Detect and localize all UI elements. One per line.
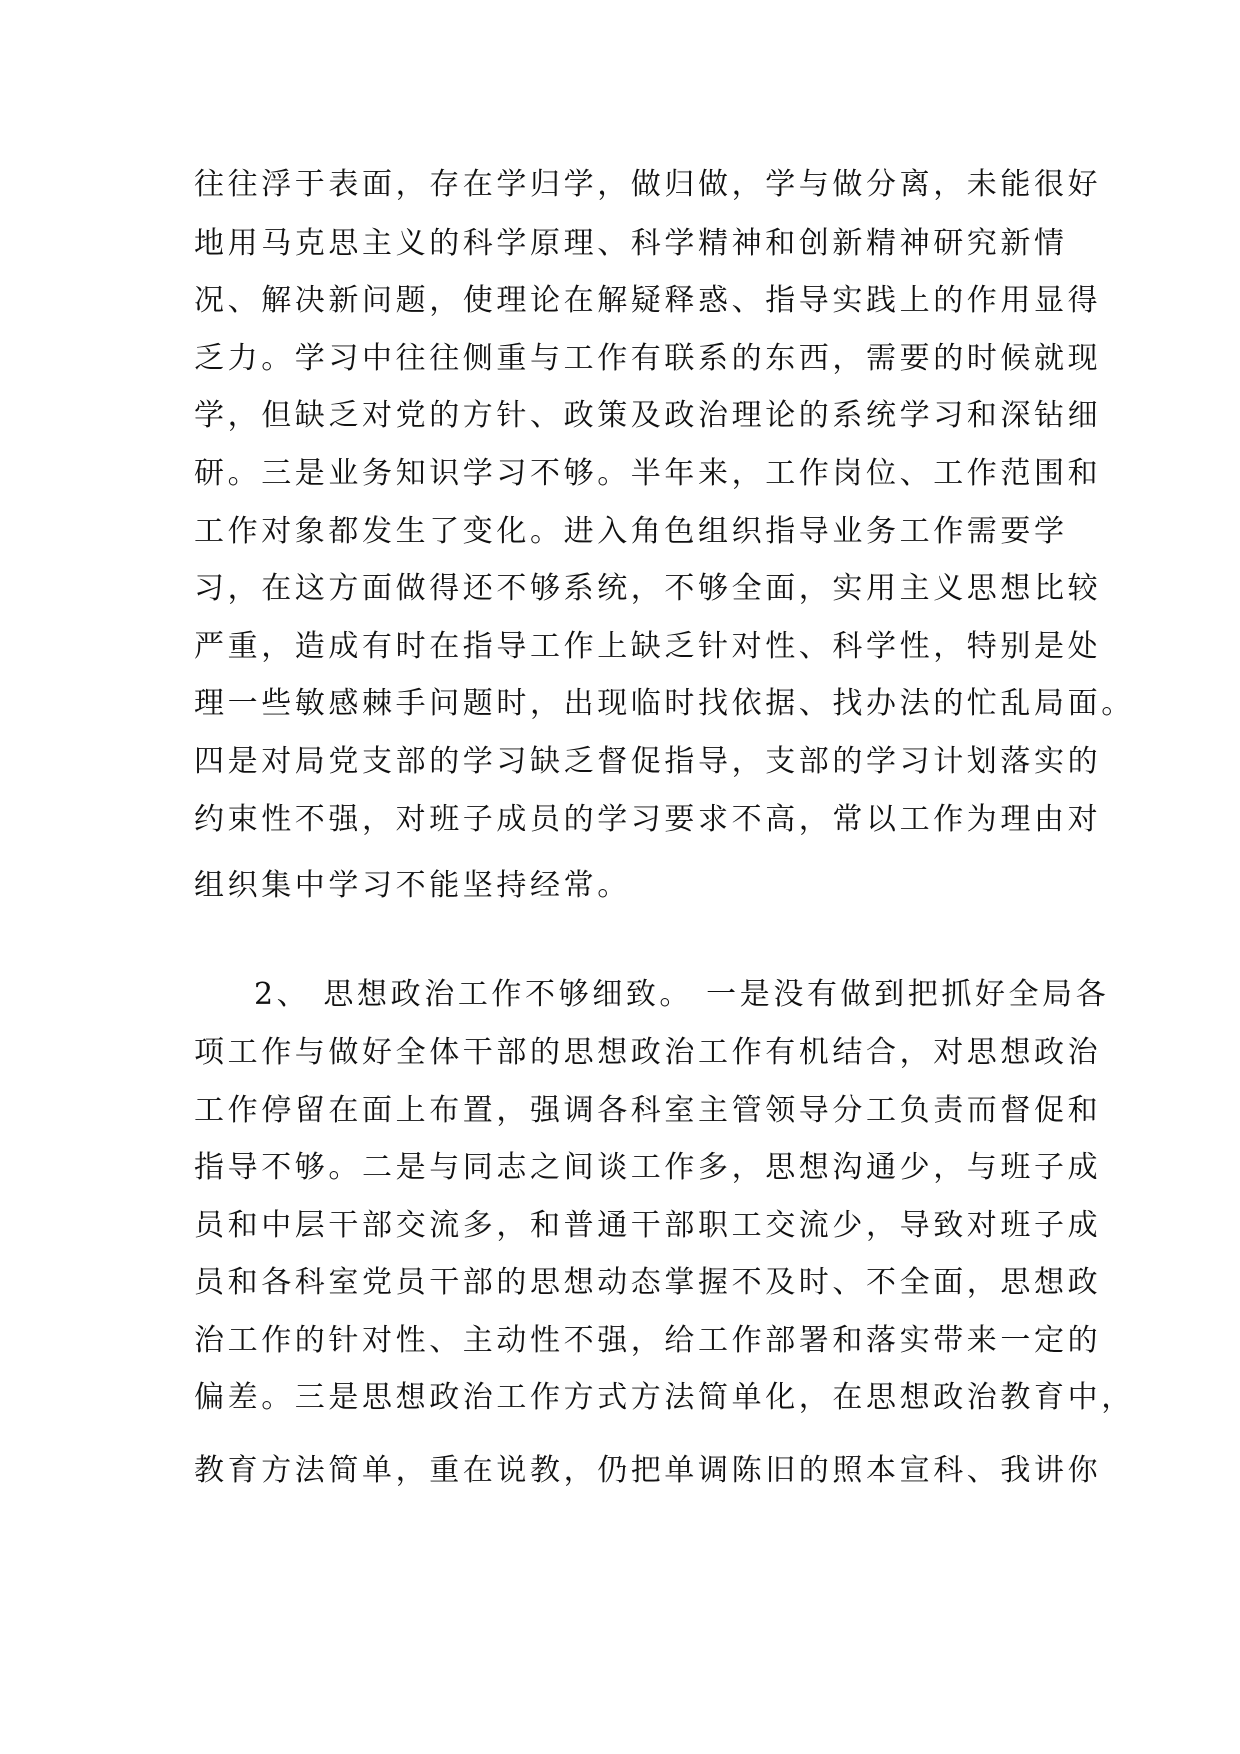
- paragraph-1-line-5: 学，但缺乏对党的方针、政策及政治理论的系统学习和深钻细: [194, 398, 1102, 433]
- paragraph-2-line-7: 治工作的针对性、主动性不强，给工作部署和落实带来一定的: [194, 1323, 1102, 1358]
- paragraph-1-line-2: 地用马克思主义的科学原理、科学精神和创新精神研究新情: [194, 226, 1068, 261]
- paragraph-2-line-8: 偏差。三是思想政治工作方式方法简单化，在思想政治教育中，: [194, 1380, 1135, 1415]
- paragraph-1-line-4: 乏力。学习中往往侧重与工作有联系的东西，需要的时候就现: [194, 341, 1102, 376]
- paragraph-2-line-5: 员和中层干部交流多，和普通干部职工交流少，导致对班子成: [194, 1208, 1102, 1243]
- paragraph-1-line-9: 严重，造成有时在指导工作上缺乏针对性、科学性，特别是处: [194, 629, 1102, 664]
- paragraph-2-line-9: 教育方法简单，重在说教，仍把单调陈旧的照本宣科、我讲你: [194, 1453, 1102, 1488]
- paragraph-1-line-12: 约束性不强，对班子成员的学习要求不高，常以工作为理由对: [194, 802, 1102, 837]
- paragraph-2-line-3: 工作停留在面上布置，强调各科室主管领导分工负责而督促和: [194, 1093, 1102, 1128]
- paragraph-2-line-1: 2、 思想政治工作不够细致。 一是没有做到把抓好全局各: [254, 977, 1110, 1012]
- paragraph-2-line-4: 指导不够。二是与同志之间谈工作多，思想沟通少，与班子成: [194, 1150, 1102, 1185]
- paragraph-1-line-10: 理一些敏感棘手问题时，出现临时找依据、找办法的忙乱局面。: [194, 686, 1135, 721]
- paragraph-1-line-3: 况、解决新问题，使理论在解疑释惑、指导实践上的作用显得: [194, 283, 1102, 318]
- paragraph-1-line-13: 组织集中学习不能坚持经常。: [194, 868, 631, 903]
- paragraph-1-line-6: 研。三是业务知识学习不够。半年来，工作岗位、工作范围和: [194, 456, 1102, 491]
- paragraph-2-line-6: 员和各科室党员干部的思想动态掌握不及时、不全面，思想政: [194, 1265, 1102, 1300]
- paragraph-1-line-7: 工作对象都发生了变化。进入角色组织指导业务工作需要学: [194, 514, 1068, 549]
- paragraph-1-line-1: 往往浮于表面，存在学归学，做归做，学与做分离，未能很好: [194, 167, 1102, 202]
- paragraph-1-line-8: 习，在这方面做得还不够系统，不够全面，实用主义思想比较: [194, 571, 1102, 606]
- paragraph-1-line-11: 四是对局党支部的学习缺乏督促指导，支部的学习计划落实的: [194, 744, 1102, 779]
- paragraph-2-line-2: 项工作与做好全体干部的思想政治工作有机结合，对思想政治: [194, 1035, 1102, 1070]
